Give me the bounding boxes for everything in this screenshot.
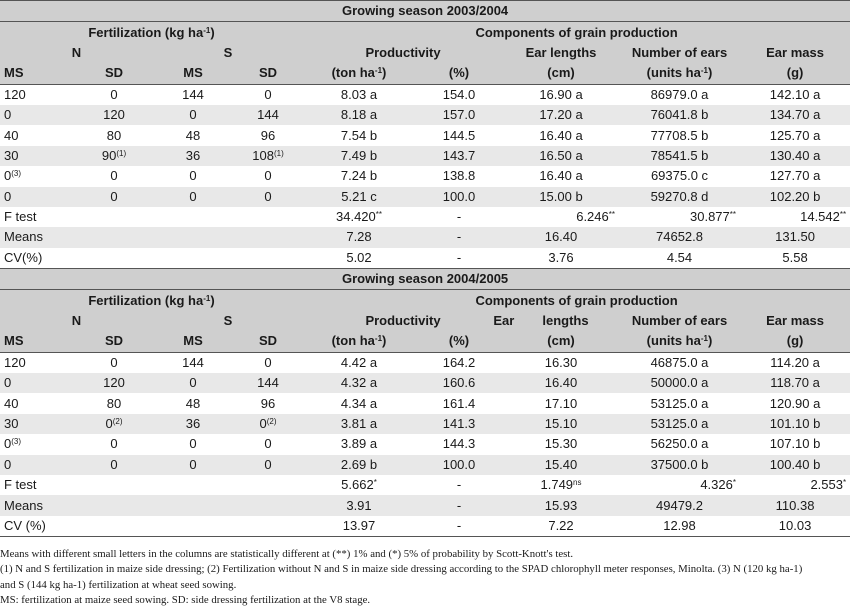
s-sd-cell: 0 <box>233 455 303 475</box>
ears-cell: 53125.0 a <box>650 395 709 411</box>
ears-cell: 77708.5 b <box>650 127 709 143</box>
unit-productivity: (ton $ha^{-1}$) <box>303 331 415 352</box>
ear-length-cell <box>503 475 619 495</box>
season-title: Growing season 2003/2004 <box>0 1 850 22</box>
number-of-ears-header: Number of ears <box>619 311 740 331</box>
productivity-cell: 13.97 <box>303 516 415 537</box>
percent-cell: 160.6 <box>415 373 503 393</box>
ftest-row <box>0 207 850 227</box>
productivity-cell: 8.03 a <box>340 86 378 102</box>
footnote-ref: (3) <box>11 437 22 447</box>
components-header: Components of grain production <box>303 22 850 43</box>
n-ms-cell: 0 <box>0 105 75 125</box>
ears-cell: 12.98 <box>619 516 740 537</box>
s-ms-cell: 0 <box>153 455 233 475</box>
unit-g: (g) <box>740 63 850 84</box>
productivity-cell: 4.32 a <box>303 373 415 393</box>
s-group-header: S <box>153 43 303 63</box>
s-ms-cell: 144 <box>182 354 204 370</box>
productivity-cell: 7.54 b <box>340 127 378 143</box>
ear-mass-cell: 107.10 b <box>769 436 821 452</box>
significance-mark: * <box>732 478 736 488</box>
ear-mass-cell: 110.38 <box>740 495 850 515</box>
row-label: CV(%) <box>0 248 75 269</box>
s-sd-cell: 96 <box>260 395 276 411</box>
percent-cell: - <box>415 516 503 537</box>
unit-percent: (%) <box>415 331 503 352</box>
s-ms-cell: 0 <box>153 105 233 125</box>
ear-lengths-header <box>493 311 619 331</box>
table-row <box>0 414 850 434</box>
ear-length-cell: 16.50 a <box>503 146 619 166</box>
ears-cell: 53125.0 a <box>619 414 740 434</box>
col-ms-n: MS <box>0 331 75 352</box>
ear-length-cell: 15.00 b <box>503 187 619 207</box>
n-ms-cell: 0 <box>0 373 75 393</box>
unit-percent: (%) <box>415 63 503 84</box>
s-sd-cell: 0 <box>264 86 272 102</box>
unit-g: (g) <box>740 331 850 352</box>
ear-length-cell: 3.76 <box>503 248 619 269</box>
n-ms-cell <box>0 434 75 454</box>
footnote-treatments: (1) N and S fertilization in maize side dressing; (2) Fertilization without N and S in maize side dressing according to the SPAD chlorophyll meter responses, Minolta. (3) N (120 kg ha-1) <box>0 563 803 576</box>
ear-mass-cell: 134.70 a <box>740 105 850 125</box>
unit-cm: (cm) <box>503 331 619 352</box>
lengths-word: lengths <box>542 313 589 329</box>
n-sd-cell: 0 <box>110 354 118 370</box>
s-sd-cell: 144 <box>233 373 303 393</box>
s-ms-cell: 48 <box>185 395 201 411</box>
footnote-significance: Means with different small letters in the columns are statistically different at (**) 1% and (*) 5% of probability by Scott-Knott's test. <box>0 548 574 560</box>
unit-ears: (units $ha^{-1}$) <box>619 331 740 352</box>
ear-mass-cell: 5.58 <box>740 248 850 269</box>
row-label: Means <box>0 495 75 515</box>
cv-row <box>0 248 850 269</box>
value: 30.877 <box>690 209 730 225</box>
n-sd-cell: 80 <box>106 395 122 411</box>
value: 90 <box>101 147 117 163</box>
ears-cell <box>619 475 740 495</box>
productivity-cell: 3.89 a <box>340 436 378 452</box>
ear-mass-cell: 114.20 a <box>770 354 820 370</box>
ear-length-cell: 17.10 <box>544 395 578 411</box>
s-sd-cell: 0 <box>264 168 272 184</box>
n-sd-cell: 0 <box>110 168 118 184</box>
footnote-abbreviations: MS: fertilization at maize seed sowing. SD: side dressing fertilization at the V8 stage. <box>0 594 371 607</box>
ear-mass-cell: 120.90 a <box>769 395 821 411</box>
ear-mass-header: Ear mass <box>740 43 850 63</box>
ears-cell: 37500.0 b <box>619 455 740 475</box>
ear-mass-cell: 102.20 b <box>740 187 850 207</box>
ears-cell: 69375.0 c <box>650 168 709 184</box>
s-ms-cell: 36 <box>153 146 233 166</box>
n-sd-cell: 80 <box>106 127 122 143</box>
table-row <box>0 455 850 475</box>
productivity-header: Productivity <box>303 311 503 331</box>
productivity-cell <box>303 475 415 495</box>
cv-row <box>0 516 850 537</box>
ftest-row <box>0 475 850 495</box>
n-sd-cell: 0 <box>110 436 118 452</box>
s-ms-cell: 48 <box>185 127 201 143</box>
percent-cell: 100.0 <box>415 455 503 475</box>
ear-length-cell: 16.40 <box>503 227 619 247</box>
s-ms-cell: 0 <box>153 373 233 393</box>
percent-cell: - <box>415 248 503 269</box>
footnote-ref: (3) <box>11 169 22 179</box>
s-sd-cell: 0 <box>264 354 272 370</box>
col-sd-s: SD <box>233 63 303 84</box>
n-sd-cell <box>75 414 153 434</box>
s-sd-cell <box>233 146 303 166</box>
footnote-ref: (2) <box>112 417 123 426</box>
unit-productivity: (ton $ha^{-1}$) <box>303 63 415 84</box>
ear-length-cell: 15.93 <box>503 495 619 515</box>
unit-ears: (units $ha^{-1}$) <box>619 63 740 84</box>
fertilization-header: Fertilization (kg $ha^{-1}$) <box>0 290 303 311</box>
value: 0 <box>105 416 113 431</box>
components-header: Components of grain production <box>303 290 850 311</box>
n-ms-cell: 30 <box>0 146 75 166</box>
s-ms-cell: 0 <box>153 187 233 207</box>
footnote-treatments-cont: and S (144 kg ha-1) fertilization at wheat seed sowing. <box>0 578 237 591</box>
col-sd-n: SD <box>75 63 153 84</box>
table-row <box>0 84 850 105</box>
ear-length-cell: 16.30 <box>544 354 578 370</box>
means-row <box>0 495 850 515</box>
table-row <box>0 125 850 145</box>
productivity-cell: 7.28 <box>303 227 415 247</box>
col-sd-s: SD <box>233 331 303 352</box>
n-ms-cell: 30 <box>0 414 75 434</box>
n-sd-cell <box>75 146 153 166</box>
productivity-cell: 5.21 c <box>303 187 415 207</box>
n-ms-cell: 0 <box>0 187 75 207</box>
n-sd-cell: 0 <box>75 455 153 475</box>
n-ms-cell: 40 <box>4 395 19 411</box>
s-ms-cell: 144 <box>182 86 204 102</box>
n-sd-cell: 0 <box>110 86 118 102</box>
n-sd-cell: 120 <box>75 373 153 393</box>
productivity-cell: 4.34 a <box>340 395 378 411</box>
productivity-cell: 8.18 a <box>303 105 415 125</box>
table-row <box>0 434 850 454</box>
s-sd-cell: 0 <box>264 436 272 452</box>
ears-cell: 86979.0 a <box>650 86 709 102</box>
ear-mass-cell: 101.10 b <box>740 414 850 434</box>
productivity-header: Productivity <box>303 43 503 63</box>
ears-cell: 49479.2 <box>619 495 740 515</box>
col-ms-n: MS <box>0 63 75 84</box>
value: 5.662 <box>341 477 374 493</box>
n-ms-cell: 120 <box>4 354 26 370</box>
footnote-ref: (1) <box>116 148 127 158</box>
number-of-ears-header: Number of ears <box>619 43 740 63</box>
table-row <box>0 393 850 413</box>
table-row <box>0 105 850 125</box>
percent-cell: 144.3 <box>442 436 476 452</box>
table-row <box>0 352 850 373</box>
footnote-ref: (1) <box>273 148 284 158</box>
s-sd-cell <box>233 414 303 434</box>
col-ms-s: MS <box>153 63 233 84</box>
n-ms-cell: 40 <box>4 127 19 143</box>
ear-mass-cell: 100.40 b <box>740 455 850 475</box>
ears-cell: 76041.8 b <box>619 105 740 125</box>
n-ms-cell: 0 <box>0 455 75 475</box>
ear-mass-cell: 131.50 <box>740 227 850 247</box>
significance-mark: ns <box>573 478 582 488</box>
significance-mark: * <box>842 478 847 488</box>
ears-cell: 74652.8 <box>619 227 740 247</box>
ear-length-cell: 16.90 a <box>539 86 583 102</box>
ear-lengths-header: Ear lengths <box>503 43 619 63</box>
s-sd-cell: 0 <box>233 187 303 207</box>
value: 2.553 <box>810 477 843 493</box>
ear-mass-cell: 10.03 <box>740 516 850 537</box>
percent-cell: - <box>456 209 462 225</box>
significance-mark: ** <box>375 210 382 220</box>
ear-length-cell: 16.40 a <box>539 168 583 184</box>
unit-cm: (cm) <box>503 63 619 84</box>
row-label: CV (%) <box>0 516 75 537</box>
value: 0 <box>259 416 267 431</box>
col-sd-n: SD <box>75 331 153 352</box>
ear-word: Ear <box>493 313 515 329</box>
n-ms-cell: 120 <box>4 86 26 102</box>
value: 34.420 <box>336 209 376 225</box>
percent-cell: 164.2 <box>442 354 476 370</box>
s-sd-cell: 96 <box>260 127 276 143</box>
significance-mark: ** <box>608 210 615 220</box>
ear-mass-cell <box>740 475 850 495</box>
ear-length-cell: 16.40 <box>503 373 619 393</box>
fertilization-header: Fertilization (kg $ha^{-1}$) <box>0 22 303 43</box>
season-title: Growing season 2004/2005 <box>0 269 850 290</box>
ears-cell: 78541.5 b <box>619 146 740 166</box>
ear-mass-cell: 125.70 a <box>769 127 821 143</box>
percent-cell: 141.3 <box>415 414 503 434</box>
value: 108 <box>252 147 274 163</box>
productivity-cell <box>303 207 415 227</box>
season-2004-2005-section <box>0 269 850 537</box>
productivity-cell: 7.49 b <box>303 146 415 166</box>
productivity-cell: 3.81 a <box>303 414 415 434</box>
ear-length-cell: 7.22 <box>503 516 619 537</box>
ear-mass-header: Ear mass <box>740 311 850 331</box>
ears-cell: 4.54 <box>619 248 740 269</box>
productivity-cell: 2.69 b <box>303 455 415 475</box>
value: 4.326 <box>700 477 733 493</box>
ear-length-cell: 16.40 a <box>539 127 583 143</box>
s-ms-cell: 0 <box>189 436 197 452</box>
significance-mark: ** <box>839 210 847 220</box>
percent-cell: 143.7 <box>415 146 503 166</box>
value: 14.542 <box>800 209 840 225</box>
ear-mass-cell: 142.10 a <box>769 86 821 102</box>
row-label: Means <box>0 227 75 247</box>
ear-mass-cell: 130.40 a <box>740 146 850 166</box>
ears-cell: 56250.0 a <box>650 436 709 452</box>
row-label: F test <box>4 477 37 493</box>
table-row <box>0 373 850 393</box>
n-ms-cell <box>0 166 75 186</box>
value: 1.749 <box>540 477 574 493</box>
table-row <box>0 166 850 186</box>
productivity-cell: 3.91 <box>303 495 415 515</box>
value: 6.246 <box>576 209 609 225</box>
ear-mass-cell <box>740 207 850 227</box>
ear-mass-cell: 118.70 a <box>740 373 850 393</box>
n-sd-cell: 120 <box>75 105 153 125</box>
percent-cell: - <box>415 495 503 515</box>
ear-mass-cell: 127.70 a <box>769 168 821 184</box>
significance-mark: * <box>373 478 377 488</box>
n-group-header: N <box>0 43 153 63</box>
footnote-ref: (2) <box>266 417 277 426</box>
n-sd-cell: 0 <box>75 187 153 207</box>
ears-cell: 59270.8 d <box>619 187 740 207</box>
percent-cell: 138.8 <box>442 168 476 184</box>
percent-cell: 157.0 <box>415 105 503 125</box>
percent-cell: 154.0 <box>442 86 476 102</box>
ear-length-cell: 15.10 <box>503 414 619 434</box>
season-2003-2004-section <box>0 1 850 269</box>
productivity-cell: 5.02 <box>303 248 415 269</box>
value: 0 <box>4 436 12 452</box>
means-row <box>0 227 850 247</box>
s-group-header: S <box>153 311 303 331</box>
ear-length-cell: 15.30 <box>544 436 578 452</box>
table-row <box>0 146 850 166</box>
ears-cell: 46875.0 a <box>650 354 709 370</box>
productivity-cell: 7.24 b <box>340 168 378 184</box>
percent-cell: - <box>415 227 503 247</box>
ear-length-cell: 15.40 <box>503 455 619 475</box>
ears-cell <box>619 207 740 227</box>
table-row <box>0 187 850 207</box>
ears-cell: 50000.0 a <box>619 373 740 393</box>
percent-cell: - <box>456 477 462 493</box>
row-label: F test <box>4 209 37 225</box>
s-ms-cell: 36 <box>153 414 233 434</box>
ear-length-cell <box>503 207 619 227</box>
percent-cell: 144.5 <box>442 127 476 143</box>
productivity-cell: 4.42 a <box>340 354 378 370</box>
n-group-header: N <box>0 311 153 331</box>
percent-cell: 100.0 <box>415 187 503 207</box>
value: 0 <box>4 168 12 184</box>
s-sd-cell: 144 <box>233 105 303 125</box>
ear-length-cell: 17.20 a <box>503 105 619 125</box>
significance-mark: ** <box>729 210 736 220</box>
table-footnotes <box>0 547 850 609</box>
s-ms-cell: 0 <box>189 168 197 184</box>
percent-cell: 161.4 <box>442 395 476 411</box>
col-ms-s: MS <box>153 331 233 352</box>
